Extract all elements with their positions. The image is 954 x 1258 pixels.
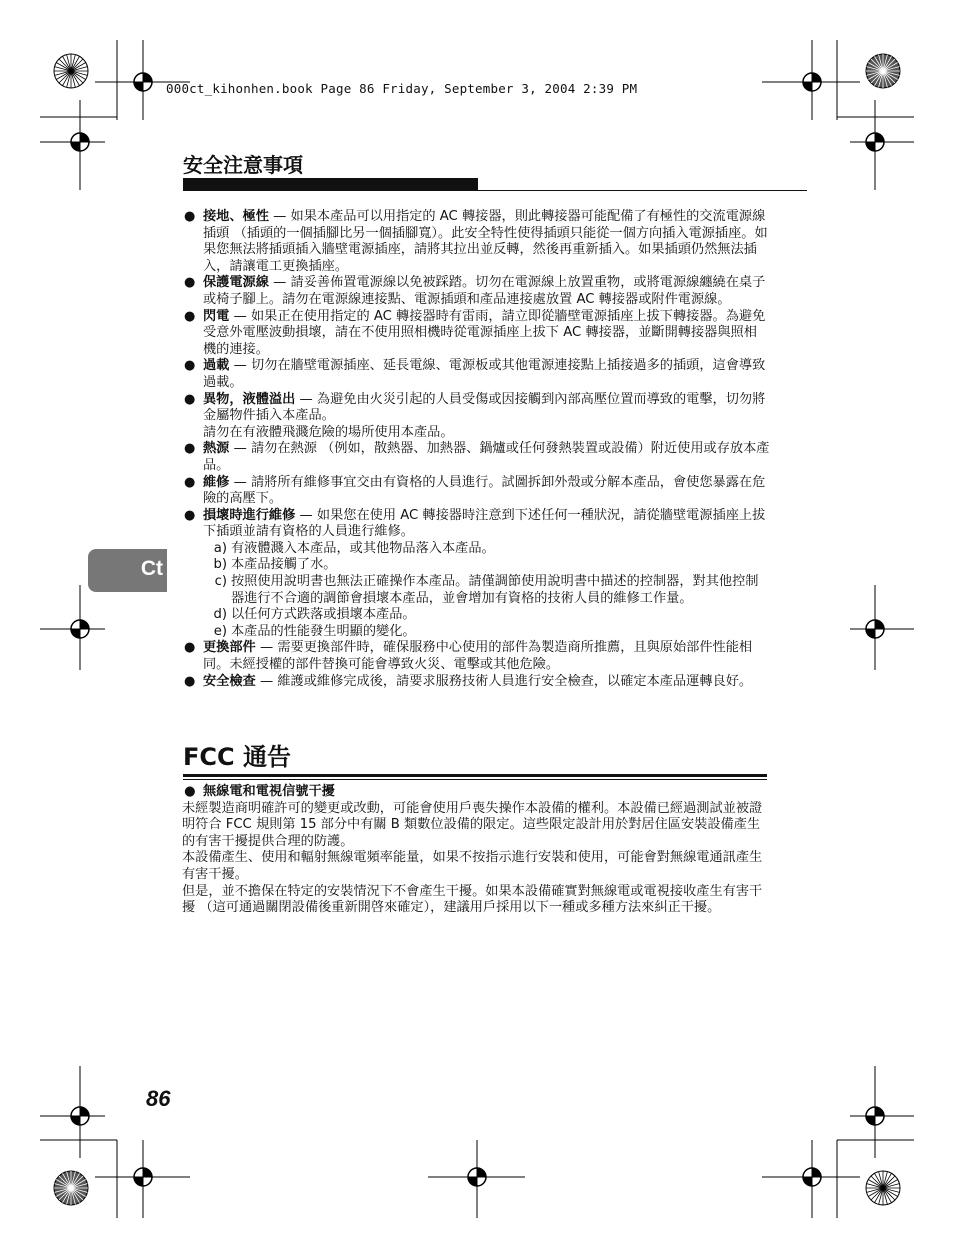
list-item: [182, 674, 770, 691]
sub-item-text: 按照使用說明書也無法正確操作本產品。請僅調節使用說明書中描述的控制器，對其他控制器進行不合適的調節會損壞本產品，並會增加有資格的技術人員的維修工作量。: [231, 574, 759, 606]
item-term: 安全檢查: [203, 673, 256, 689]
item-text: — 需要更換部件時，確保服務中心使用的部件為製造商所推薦，且與原始部件性能相同。未經授權的部件替換可能會導致火災、電擊或其他危險。: [203, 640, 753, 673]
fcc-subheading: [182, 784, 770, 801]
title-rule: [478, 190, 807, 191]
safety-list: [182, 209, 770, 690]
bullet-icon: ●: [184, 441, 196, 457]
item-term: 過載: [203, 358, 230, 374]
item-term: 更換部件: [203, 640, 256, 656]
sub-item-text: 有液體濺入本產品，或其他物品落入本產品。: [231, 540, 495, 556]
list-item: [182, 358, 770, 391]
print-header: 000ct_kihonhen.book Page 86 Friday, September 3, 2004 2:39 PM: [166, 81, 638, 96]
sub-item-text: 本產品的性能發生明顯的變化。: [231, 623, 416, 639]
list-item: [182, 309, 770, 359]
item-text: — 切勿在牆壁電源插座、延長電線、電源板或其他電源連接點上插接過多的插頭，這會導致過載。: [203, 358, 766, 390]
item-term: 保護電源線: [203, 275, 269, 291]
bullet-icon: ●: [184, 308, 196, 324]
item-text: — 為避免由火災引起的人員受傷或因接觸到內部高壓位置而導致的電擊，切勿將金屬物件插入本產品。: [203, 391, 766, 424]
fcc-rule: [183, 774, 767, 777]
item-term: 接地、極性: [203, 209, 269, 224]
item-term: 閃電: [203, 308, 230, 324]
item-text: — 請妥善佈置電源線以免被踩踏。切勿在電源線上放置重物，或將電源線纏繞在桌子或椅子腳上。請勿在電源線連接點、電源插頭和產品連接處放置 AC 轉接器或附件電源線。: [203, 275, 766, 307]
bullet-icon: ●: [184, 209, 196, 224]
bullet-icon: ●: [184, 640, 196, 656]
sub-item: [203, 624, 770, 641]
title-bar: [183, 178, 478, 191]
bullet-icon: ●: [184, 391, 196, 407]
sub-item-mark: b): [213, 557, 227, 573]
item-term: 異物，液體溢出: [203, 391, 296, 407]
bullet-icon: ●: [184, 358, 196, 374]
sub-item-mark: a): [213, 540, 227, 556]
item-extra: 請勿在有液體飛濺危險的場所使用本產品。: [203, 424, 454, 440]
sub-item: [203, 574, 770, 607]
fcc-title: FCC 通告: [183, 743, 291, 771]
fcc-paragraph: 未經製造商明確許可的變更或改動，可能會使用戶喪失操作本設備的權利。本設備已經過測試並被證明符合 FCC 規則第 15 部分中有關 B 類數位設備的限定。這些限定設計用於對居住區安裝設備產生的有害干擾提供合理的防護。: [182, 800, 763, 849]
sub-item-mark: d): [213, 607, 227, 623]
section-tab-label: Ct: [140, 557, 163, 580]
list-item: [182, 209, 770, 275]
safety-title: 安全注意事項: [183, 153, 303, 177]
bullet-icon: ●: [184, 507, 196, 523]
fcc-body: [182, 784, 770, 917]
sub-item-text: 以任何方式跌落或損壞本產品。: [231, 607, 416, 623]
fcc-paragraph: 本設備產生、使用和輻射無線電頻率能量，如果不按指示進行安裝和使用，可能會對無線電通訊產生有害干擾。: [182, 850, 763, 882]
sub-item: [203, 607, 770, 624]
list-item: [182, 508, 770, 641]
item-term: 維修: [203, 474, 230, 490]
item-text: — 請勿在熱源 （例如，散熱器、加熱器、鍋爐或任何發熱裝置或設備）附近使用或存放本產品。: [203, 441, 770, 473]
sub-item-mark: c): [214, 574, 227, 590]
sub-item: [203, 557, 770, 574]
item-text: — 如果正在使用指定的 AC 轉接器時有雷雨，請立即從牆壁電源插座上拔下轉接器。為避免受意外電壓波動損壞，請在不使用照相機時從電源插座上拔下 AC 轉接器，並斷開轉接器與照相機的連接。: [203, 308, 766, 357]
item-term: 熱源: [203, 441, 230, 457]
list-item: [182, 275, 770, 308]
sub-item-mark: e): [213, 623, 227, 639]
sub-item-text: 本產品接觸了水。: [231, 557, 337, 573]
item-text: — 維護或維修完成後，請要求服務技術人員進行安全檢查，以確定本產品運轉良好。: [255, 673, 753, 689]
item-text: — 如果本產品可以用指定的 AC 轉接器，則此轉接器可能配備了有極性的交流電源線插頭 （插頭的一個插腳比另一個插腳寬）。此安全特性使得插頭只能從一個方向插入電源插座。如果您無法將插頭插入牆壁電源插座，請將其拉出並反轉，然後再重新插入。如果插頭仍然無法插入，請讓電工更換插座。: [203, 209, 768, 274]
list-item: [182, 475, 770, 508]
item-text: — 請將所有維修事宜交由有資格的人員進行。試圖拆卸外殼或分解本產品，會使您暴露在危險的高壓下。: [203, 474, 766, 507]
bullet-icon: ●: [184, 275, 196, 291]
fcc-subheading-text: 無線電和電視信號干擾: [203, 784, 335, 799]
list-item: [182, 441, 770, 474]
section-tab: [88, 549, 167, 592]
item-text: — 如果您在使用 AC 轉接器時注意到下述任何一種狀況，請從牆壁電源插座上拔下插頭並請有資格的人員進行維修。: [203, 507, 766, 540]
fcc-paragraph: 但是，並不擔保在特定的安裝情況下不會產生干擾。如果本設備確實對無線電或電視接收產生有害干擾 （這可通過關閉設備後重新開啓來確定），建議用戶採用以下一種或多種方法來糾正干擾。: [182, 883, 763, 916]
bullet-icon: ●: [184, 474, 196, 490]
list-item: [182, 392, 770, 442]
fcc-rule-thin: [183, 779, 767, 780]
sub-item: [203, 541, 770, 558]
item-term: 損壞時進行維修: [203, 507, 296, 523]
page-number: 86: [146, 1086, 171, 1111]
bullet-icon: ●: [184, 784, 196, 799]
list-item: [182, 640, 770, 673]
bullet-icon: ●: [184, 673, 196, 689]
